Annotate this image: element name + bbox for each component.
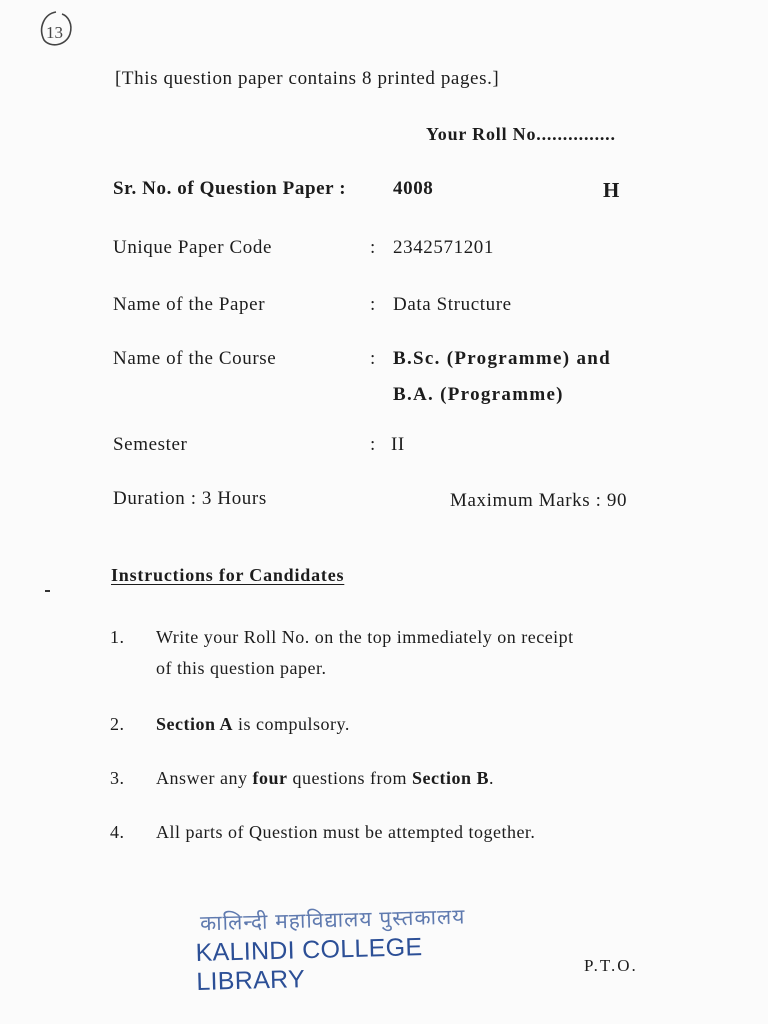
instruction-number: 4.: [110, 822, 125, 842]
paper-code-value: 2342571201: [393, 237, 494, 258]
paper-code-label: Unique Paper Code: [113, 237, 272, 258]
serial-number-value: 4008: [393, 178, 434, 199]
library-stamp-english: KALINDI COLLEGE LIBRARY: [195, 933, 423, 996]
instruction-text: [156, 709, 666, 740]
instruction-text-line1: Write your Roll No. on the top immediately on receipt: [156, 627, 574, 647]
instruction-text: [156, 622, 666, 684]
instruction-number: 1.: [110, 627, 125, 647]
instruction-emphasis: four: [252, 768, 288, 788]
instruction-text: All parts of Question must be attempted together.: [156, 822, 536, 842]
course-name-label: Name of the Course: [113, 348, 277, 369]
instruction-emphasis: Section A: [156, 714, 234, 734]
instruction-post: .: [489, 768, 494, 788]
semester-label: Semester: [113, 434, 188, 455]
library-stamp: [196, 905, 536, 997]
page-count-note: [This question paper contains 8 printed pages.]: [115, 68, 500, 89]
serial-number-label: Sr. No. of Question Paper :: [113, 178, 347, 199]
paper-name-label: Name of the Paper: [113, 294, 266, 315]
library-stamp-hindi: कालिन्दी महाविद्यालय पुस्तकालय: [199, 905, 466, 936]
instruction-text: [156, 763, 666, 794]
paper-name-value: Data Structure: [393, 294, 512, 315]
instruction-number: 2.: [110, 714, 125, 734]
course-name-value-line1: B.Sc. (Programme) and: [393, 348, 611, 369]
paper-set-letter: H: [603, 178, 620, 202]
course-name-colon: :: [370, 348, 376, 369]
instruction-rest: is compulsory.: [233, 714, 350, 734]
instruction-number: 3.: [110, 768, 125, 788]
semester-colon: :: [370, 434, 376, 455]
instruction-mid: questions from: [287, 768, 412, 788]
paper-name-colon: :: [370, 294, 376, 315]
paper-code-colon: :: [370, 237, 376, 258]
instruction-pre: Answer any: [156, 768, 253, 788]
exam-duration: Duration : 3 Hours: [113, 488, 267, 509]
course-name-value-line2: B.A. (Programme): [393, 384, 564, 405]
margin-mark: [45, 590, 50, 592]
instructions-heading: Instructions for Candidates: [111, 565, 345, 585]
handwritten-page-mark: [36, 8, 74, 50]
instruction-text-line2: of this question paper.: [156, 658, 327, 678]
svg-text:13: 13: [46, 23, 63, 42]
please-turn-over: P.T.O.: [584, 956, 638, 975]
semester-value: II: [391, 434, 405, 455]
instruction-emphasis: Section B: [411, 768, 489, 788]
maximum-marks: Maximum Marks : 90: [450, 490, 628, 511]
roll-number-field: Your Roll No...............: [426, 124, 616, 144]
